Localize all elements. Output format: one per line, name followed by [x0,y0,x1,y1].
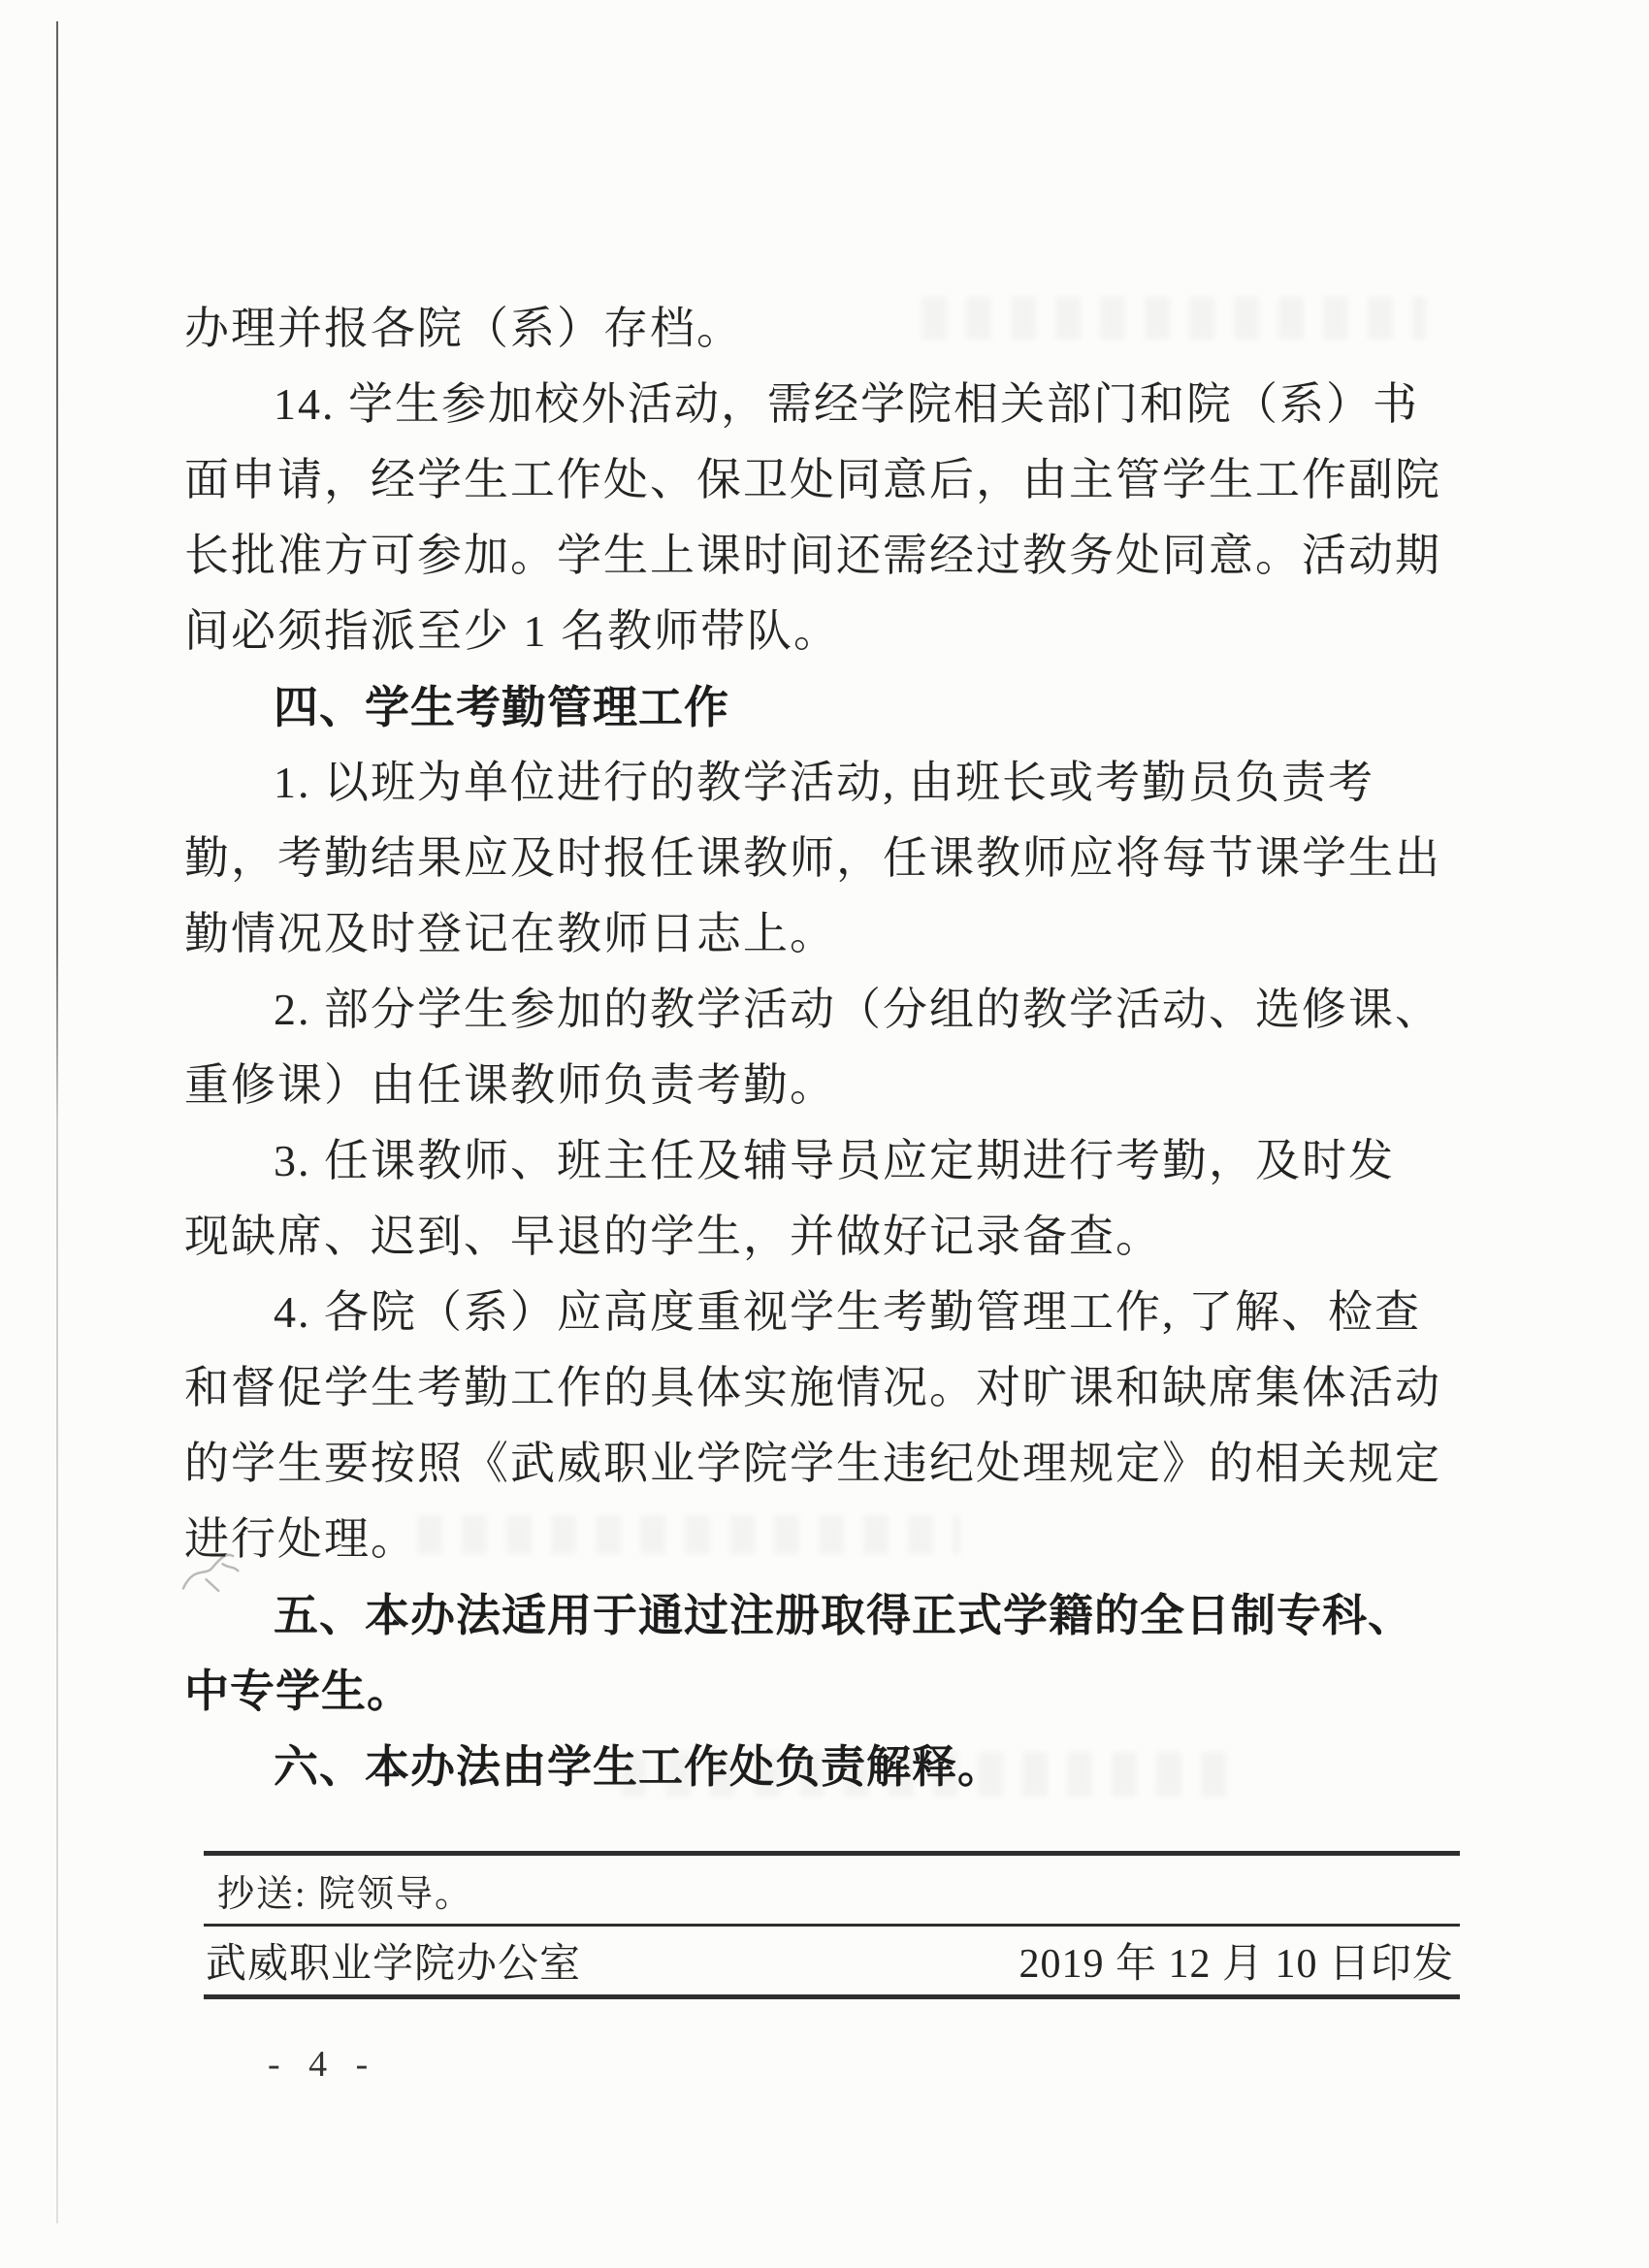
body-text-line: 办理并报各院（系）存档。 [184,304,743,353]
body-text-line: 勤，考勤结果应及时报任课教师，任课教师应将每节课学生出 [184,833,1441,883]
document-footer [204,1851,1460,1999]
body-text-line: 勤情况及时登记在教师日志上。 [184,909,836,958]
scan-artifact-line [56,21,58,2223]
body-text-line: 长批准方可参加。学生上课时间还需经过教务处同意。活动期 [184,531,1441,580]
body-text-line: 3. 任课教师、班主任及辅导员应定期进行考勤，及时发 [274,1136,1395,1185]
body-text-line: 和督促学生考勤工作的具体实施情况。对旷课和缺席集体活动 [184,1363,1441,1412]
section-heading-line: 六、本办法由学生工作处负责解释。 [274,1741,1003,1792]
body-text-line: 4. 各院（系）应高度重视学生考勤管理工作, 了解、检查 [274,1287,1421,1337]
body-text-line: 1. 以班为单位进行的教学活动, 由班长或考勤员负责考 [274,758,1374,807]
body-text-line: 14. 学生参加校外活动，需经学院相关部门和院（系）书 [274,379,1419,429]
body-text-line: 间必须指派至少 1 名教师带队。 [184,606,840,656]
page-number: - 4 - [268,2044,378,2085]
issuing-office: 武威职业学院办公室 [206,1942,582,1987]
section-heading-line: 四、学生考勤管理工作 [274,682,729,732]
body-text-line: 2. 部分学生参加的教学活动（分组的教学活动、选修课、 [274,985,1441,1034]
body-text-line: 现缺席、迟到、早退的学生，并做好记录备查。 [184,1212,1162,1261]
footer-rule-bottom [204,1994,1460,1999]
body-text-line: 面申请，经学生工作处、保卫处同意后，由主管学生工作副院 [184,455,1441,504]
print-date: 2019 年 12 月 10 日印发 [1018,1942,1454,1987]
cc-line: 抄送: 院领导。 [217,1873,474,1915]
body-text-line: 的学生要按照《武威职业学院学生违纪处理规定》的相关规定 [184,1439,1441,1488]
section-heading-line: 中专学生。 [184,1666,412,1716]
section-heading-line: 五、本办法适用于通过注册取得正式学籍的全日制专科、 [274,1590,1413,1640]
body-text-line: 重修课）由任课教师负责考勤。 [184,1060,836,1110]
body-text-line: 进行处理。 [184,1514,417,1564]
document-body [184,291,1474,1804]
